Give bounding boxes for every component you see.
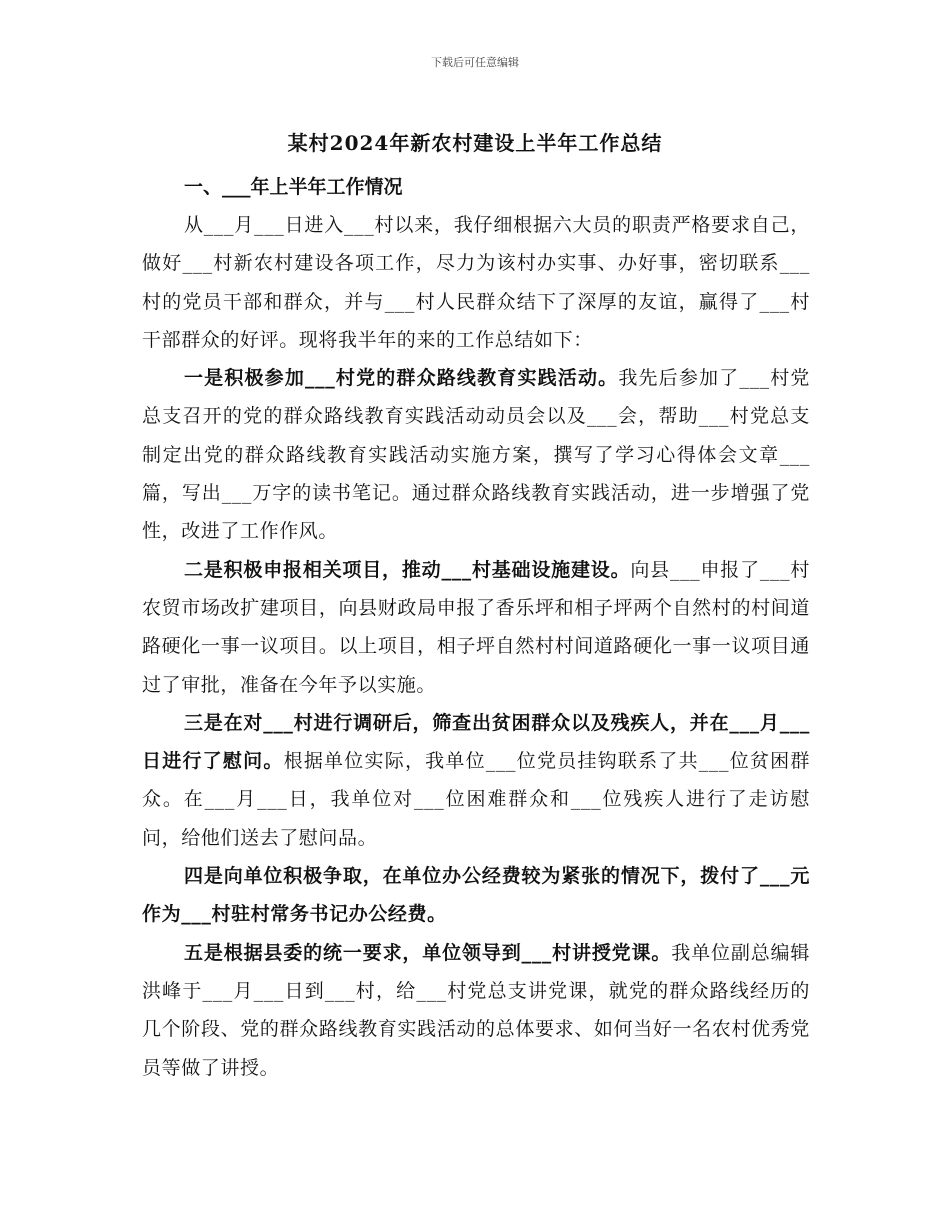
item-paragraph-4 [142, 857, 810, 934]
item-lead: 一是积极参加___村党的群众路线教育实践活动。 [184, 367, 619, 390]
document-title: 某村2024年新农村建设上半年工作总结 [287, 131, 663, 155]
item-lead: 四是向单位积极争取，在单位办公经费较为紧张的情况下，拨付了___元作为___村驻村常务书记办公经费。 [142, 865, 810, 926]
item-paragraph-2 [142, 551, 810, 704]
item-paragraph-5 [142, 934, 810, 1087]
item-body: 我单位副总编辑洪峰于___月___日到___村，给___村党总支讲党课，就党的群众路线经历的几个阶段、党的群众路线教育实践活动的总体要求、如何当好一名农村优秀党员等做了讲授。 [142, 941, 811, 1079]
item-lead: 五是根据县委的统一要求，单位领导到___村讲授党课。 [184, 941, 672, 964]
item-body: 向县___申报了___村农贸市场改扩建项目，向县财政局申报了香乐坪和相子坪两个自然村的村间道路硬化一事一议项目。以上项目，相子坪自然村村间道路硬化一事一议项目通过了审批，准备在今年予以实施。 [142, 558, 810, 696]
header-note: 下载后可任意编辑 [431, 56, 519, 69]
item-paragraph-1 [142, 359, 810, 550]
intro-text: 从___月___日进入___村以来，我仔细根据六大员的职责严格要求自己，做好___村新农村建设各项工作，尽力为该村办实事、办好事，密切联系___村的党员干部和群众，并与___村人民群众结下了深厚的友谊，赢得了___村干部群众的好评。现将我半年的来的工作总结如下： [142, 214, 810, 351]
intro-paragraph [142, 206, 810, 359]
item-body: 我先后参加了___村党总支召开的党的群众路线教育实践活动动员会以及___会，帮助___村党总支制定出党的群众路线教育实践活动实施方案，撰写了学习心得体会文章___篇，写出___万字的读书笔记。通过群众路线教育实践活动，进一步增强了党性，改进了工作作风。 [142, 367, 810, 543]
document-body [142, 168, 810, 1087]
item-body: 根据单位实际，我单位___位党员挂钩联系了共___位贫困群众。在___月___日，我单位对___位困难群众和___位残疾人进行了走访慰问，给他们送去了慰问品。 [142, 750, 811, 849]
item-lead: 二是积极申报相关项目，推动___村基础设施建设。 [184, 558, 631, 581]
section-heading: 一、___年上半年工作情况 [184, 176, 403, 198]
item-lead: 三是在对___村进行调研后，筛查出贫困群众以及残疾人，并在___月___日进行了慰问。 [142, 711, 810, 773]
item-paragraph-3 [142, 704, 810, 857]
